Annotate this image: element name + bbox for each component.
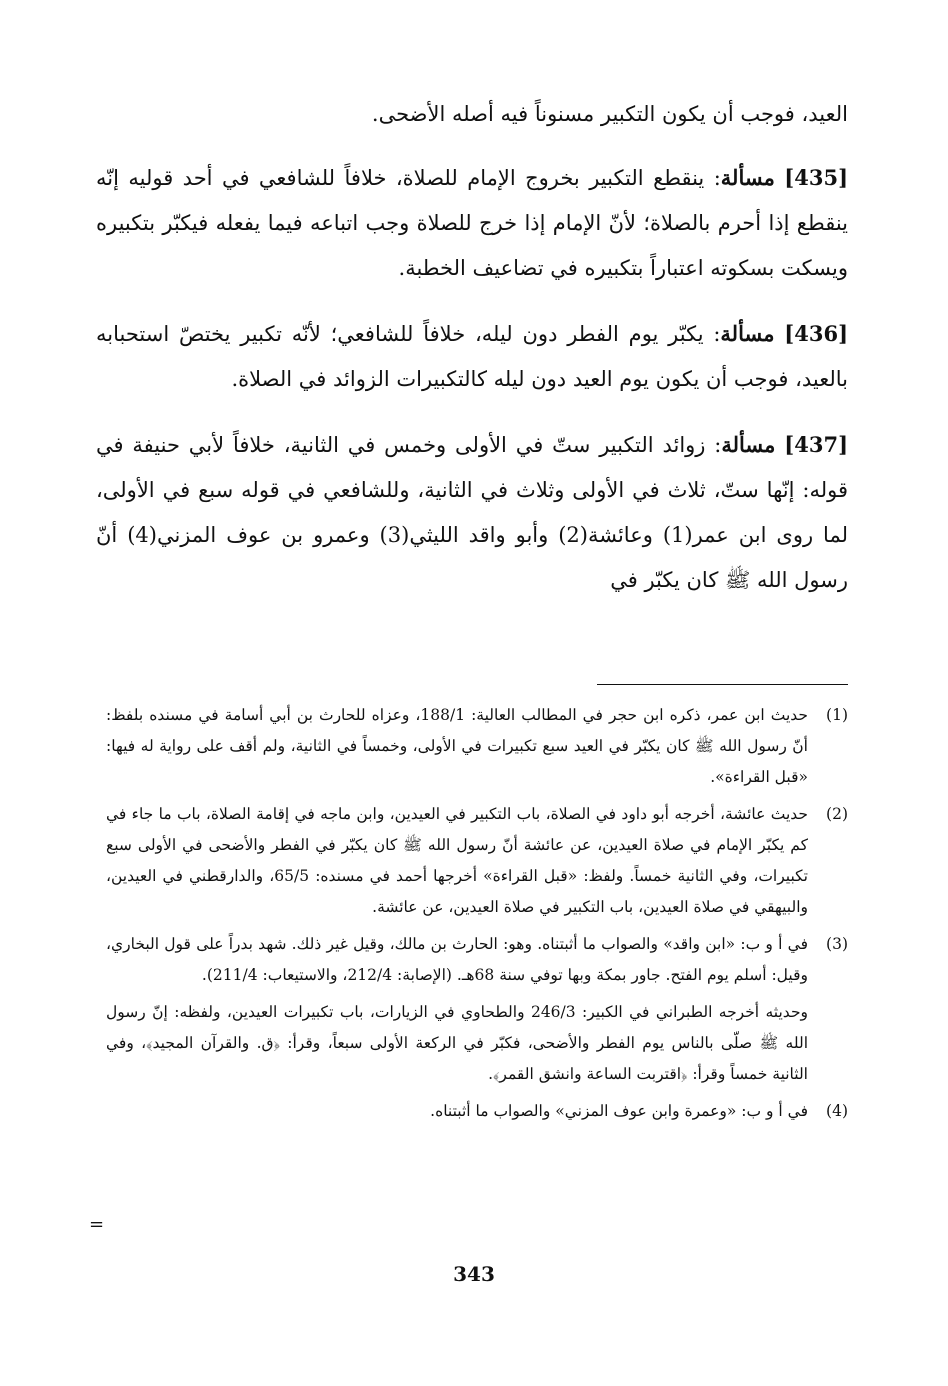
footnote-text: في أ و ب: «وعمرة وابن عوف المزني» والصواب ما أثبتناه.: [430, 1102, 808, 1120]
footnote-number: (4): [826, 1102, 848, 1120]
issue-number: [437]: [784, 432, 848, 457]
footnote-1: [106, 700, 848, 793]
footnote-4: [106, 1096, 848, 1127]
footnote-body: [106, 799, 808, 923]
issue-heading: مسألة: [720, 321, 775, 346]
continuation-mark: =: [89, 1214, 105, 1235]
issue-paragraph-435: [96, 155, 848, 291]
issue-paragraph-436: [96, 311, 848, 402]
footnote-3: [106, 929, 848, 1090]
issue-text: : ينقطع التكبير بخروج الإمام للصلاة، خلافاً للشافعي في أحد قوليه إنّه ينقطع إذا أحرم بالصلاة؛ لأنّ الإمام إذا خرج للصلاة وجب اتباعه فيما يفعله فيكبّر بتكبيره ويسكت بسكوته اعتباراً بتكبيره في تضاعيف الخطبة.: [96, 166, 848, 280]
footnotes: [106, 700, 848, 1133]
issue-text: : يكبّر يوم الفطر دون ليله، خلافاً للشافعي؛ لأنّه تكبير يختصّ استحبابه بالعيد، فوجب أن يكون يوم العيد دون ليله كالتكبيرات الزوائد في الصلاة.: [96, 322, 848, 391]
footnote-body: [106, 1096, 808, 1127]
main-text: [96, 92, 848, 623]
footnote-body: [106, 929, 808, 1090]
issue-heading: مسألة: [720, 165, 775, 190]
page-number: 343: [453, 1262, 495, 1286]
footnote-text: حديث ابن عمر، ذكره ابن حجر في المطالب العالية: 188/1، وعزاه للحارث بن أبي أسامة في مسنده بلفظ: أنّ رسول الله ﷺ كان يكبّر في العيد سبع تكبيرات في الأولى، وخمساً في الثانية، ولم أقف على رواية له فيها: «قبل القراءة».: [106, 706, 808, 786]
issue-text: : زوائد التكبير ستّ في الأولى وخمس في الثانية، خلافاً لأبي حنيفة في قوله: إنّها ستّ، ثلاث في الأولى وثلاث في الثانية، وللشافعي في قوله سبع في الأولى، لما روى ابن عمر(1) وعائشة(2) وأبو واقد الليثي(3) وعمرو بن عوف المزني(4) أنّ رسول الله ﷺ كان يكبّر في: [96, 433, 848, 592]
footnote-text: في أ و ب: «ابن واقد» والصواب ما أثبتناه. وهو: الحارث بن مالك، وقيل غير ذلك. شهد بدراً على قول البخاري، وقيل: أسلم يوم الفتح. جاور بمكة وبها توفي سنة 68هـ. (الإصابة: 212/4، والاستيعاب: 211/4).: [106, 935, 808, 984]
footnote-body: [106, 700, 808, 793]
footnote-text: حديث عائشة، أخرجه أبو داود في الصلاة، باب التكبير في العيدين، وابن ماجه في إقامة الصلاة، باب ما جاء في كم يكبّر الإمام في صلاة العيدين، عن عائشة أنّ رسول الله ﷺ كان يكبّر في الفطر والأضحى في الأولى سبع تكبيرات، وفي الثانية خمساً. ولفظ: «قبل القراءة» أخرجها أحمد في مسنده: 65/5، والدارقطني في العيدين، والبيهقي في صلاة العيدين، باب التكبير في صلاة العيدين، عن عائشة.: [106, 805, 808, 916]
continuation-paragraph: العيد، فوجب أن يكون التكبير مسنوناً فيه أصله الأضحى.: [371, 102, 848, 126]
issue-heading: مسألة: [721, 432, 776, 457]
issue-number: [436]: [784, 321, 848, 346]
footnote-divider: [597, 684, 848, 685]
footnote-number: (3): [826, 935, 848, 953]
footnote-number: (2): [826, 805, 848, 823]
footnote-2: [106, 799, 848, 923]
footnote-text-continued: وحديثه أخرجه الطبراني في الكبير: 246/3 والطحاوي في الزيارات، باب تكبيرات العيدين، ولفظه: إنّ رسول الله ﷺ صلّى بالناس يوم الفطر والأضحى، فكبّر في الركعة الأولى سبعاً، وقرأ: ﴿ق. والقرآن المجيد﴾، وفي الثانية خمساً وقرأ: ﴿اقتربت الساعة وانشق القمر﴾.: [106, 1003, 809, 1083]
issue-paragraph-437: [96, 422, 848, 603]
issue-number: [435]: [784, 165, 848, 190]
footnote-number: (1): [826, 706, 848, 724]
